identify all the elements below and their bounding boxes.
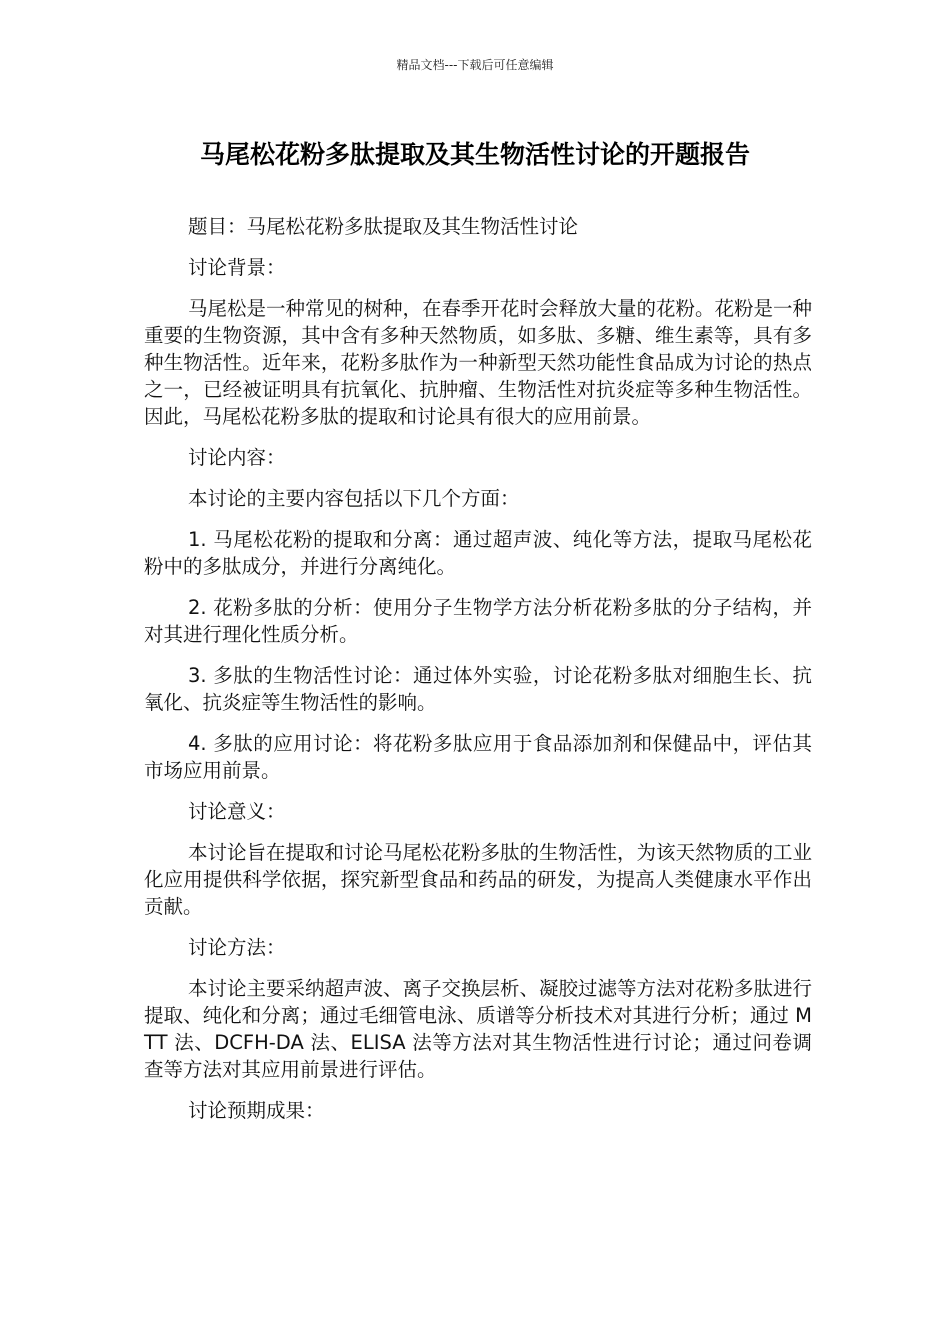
significance-paragraph: 本讨论旨在提取和讨论马尾松花粉多肽的生物活性，为该天然物质的工业化应用提供科学依据，探究新型食品和药品的研发，为提高人类健康水平作出贡献。 [144,841,813,918]
section-heading-methods: 讨论方法： [188,936,286,959]
content-item-3: 3. 多肽的生物活性讨论：通过体外实验，讨论花粉多肽对细胞生长、抗氧化、抗炎症等生物活性的影响。 [144,664,812,714]
section-heading-content: 讨论内容： [188,446,286,469]
content-intro: 本讨论的主要内容包括以下几个方面： [188,487,520,510]
document-body [144,213,812,1138]
section-heading-expected-results: 讨论预期成果： [188,1099,325,1122]
topic-line: 题目：马尾松花粉多肽提取及其生物活性讨论 [188,215,579,238]
section-heading-background: 讨论背景： [188,256,286,279]
document-title: 马尾松花粉多肽提取及其生物活性讨论的开题报告 [199,140,750,169]
section-heading-significance: 讨论意义： [188,800,286,823]
methods-paragraph: 本讨论主要采纳超声波、离子交换层析、凝胶过滤等方法对花粉多肽进行提取、纯化和分离；通过毛细管电泳、质谱等分析技术对其进行分析；通过 MTT 法、DCFH-DA 法、ELISA 法等方法对其生物活性进行讨论；通过问卷调查等方法对其应用前景进行评估。 [144,977,813,1081]
content-item-1: 1. 马尾松花粉的提取和分离：通过超声波、纯化等方法，提取马尾松花粉中的多肽成分，并进行分离纯化。 [144,528,812,578]
content-item-2: 2. 花粉多肽的分析：使用分子生物学方法分析花粉多肽的分子结构，并对其进行理化性质分析。 [144,596,812,646]
background-paragraph: 马尾松是一种常见的树种，在春季开花时会释放大量的花粉。花粉是一种重要的生物资源，其中含有多种天然物质，如多肽、多糖、维生素等，具有多种生物活性。近年来，花粉多肽作为一种新型天然功能性食品成为讨论的热点之一，已经被证明具有抗氧化、抗肿瘤、生物活性对抗炎症等多种生物活性。因此，马尾松花粉多肽的提取和讨论具有很大的应用前景。 [144,297,813,428]
content-item-4: 4. 多肽的应用讨论：将花粉多肽应用于食品添加剂和保健品中，评估其市场应用前景。 [144,732,812,782]
header-note: 精品文档---下载后可任意编辑 [396,58,554,72]
